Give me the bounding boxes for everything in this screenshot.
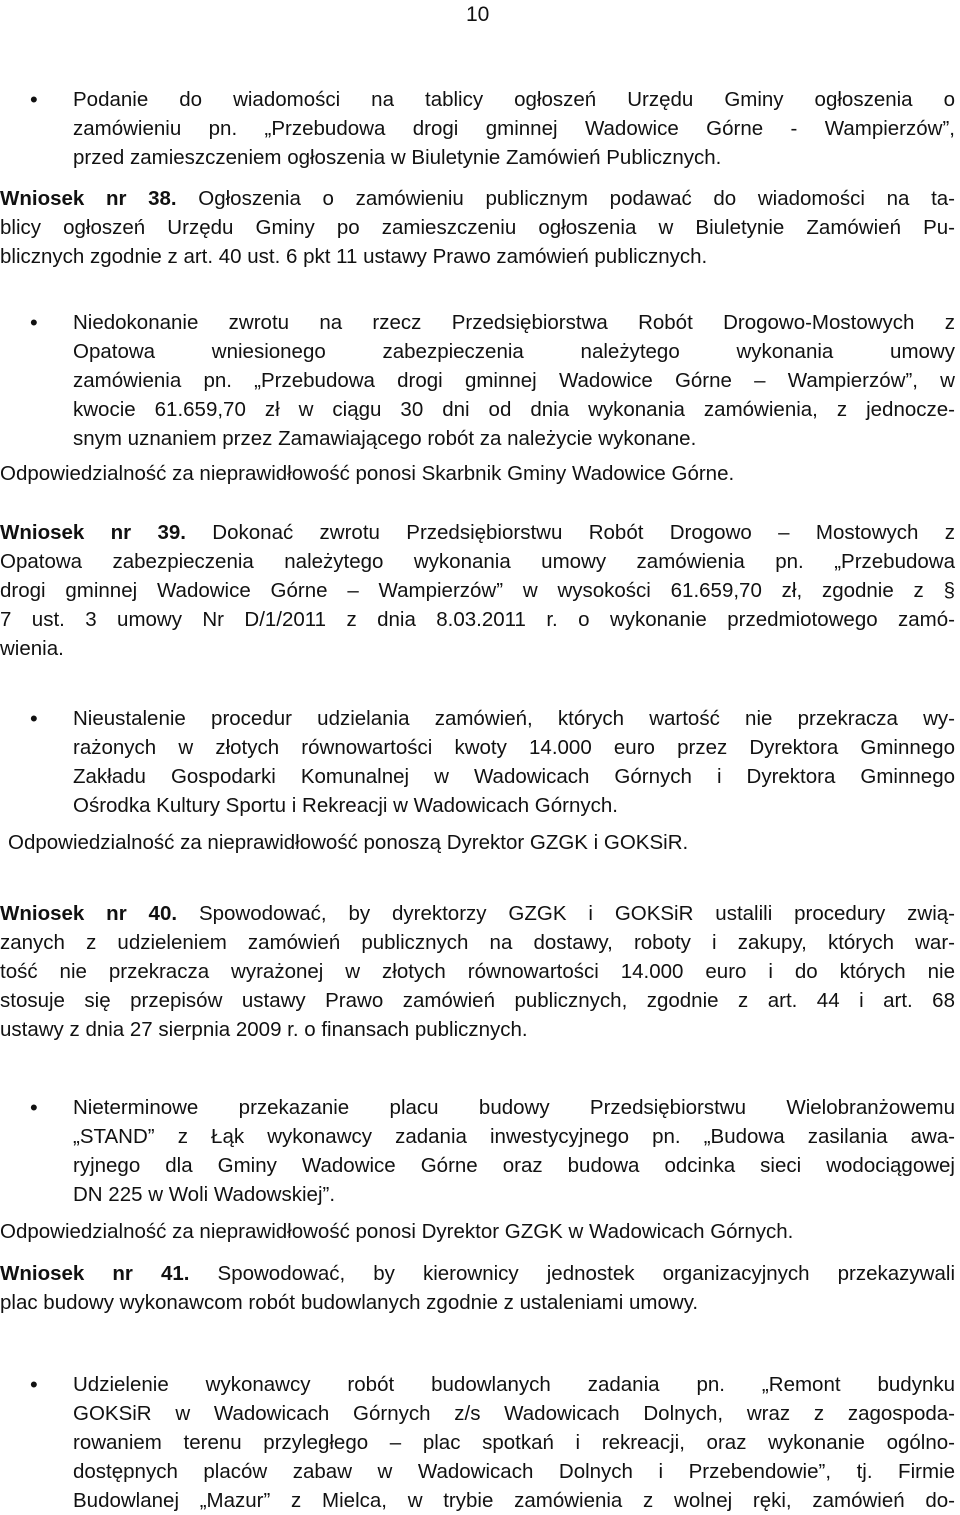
- text-line: rowaniem terenu przyległego – plac spotkań i rekreacji, oraz wykonanie ogólno-: [73, 1431, 955, 1454]
- text-line: Nieterminowe przekazanie placu budowy Przedsiębiorstwu Wielobranżowemu: [73, 1096, 955, 1119]
- text-line: blicy ogłoszeń Urzędu Gminy po zamieszczeniu ogłoszenia w Biuletynie Zamówień Pu-: [0, 216, 955, 239]
- text-line: Podanie do wiadomości na tablicy ogłoszeń Urzędu Gminy ogłoszenia o: [73, 88, 955, 111]
- text-line: ustawy z dnia 27 sierpnia 2009 r. o finansach publicznych.: [0, 1018, 528, 1041]
- bullet-marker: •: [30, 706, 38, 731]
- text-line: zanych z udzieleniem zamówień publicznych na dostawy, roboty i zakupy, których war-: [0, 931, 955, 954]
- recommendation-40: [0, 899, 955, 1044]
- text-line: DN 225 w Woli Wadowskiej”.: [73, 1183, 336, 1206]
- text-line: Opatowa zabezpieczenia należytego wykonania umowy zamówienia pn. „Przebudowa: [0, 550, 955, 573]
- text-line: stosuje się przepisów ustawy Prawo zamówień publicznych, zgodnie z art. 44 i art. 68: [0, 989, 955, 1012]
- recommendation-41: [0, 1259, 955, 1317]
- text-line: plac budowy wykonawcom robót budowlanych zgodnie z ustaleniami umowy.: [0, 1291, 699, 1314]
- finding-3: [73, 704, 955, 820]
- text-line: Ogłoszenia o zamówieniu publicznym podawać do wiadomości na ta-: [176, 187, 955, 210]
- text-line: Dokonać zwrotu Przedsiębiorstwu Robót Drogowo – Mostowych z: [185, 521, 955, 544]
- text-line: przed zamieszczeniem ogłoszenia w Biuletynie Zamówień Publicznych.: [73, 146, 722, 169]
- text-line: GOKSiR w Wadowicach Górnych z/s Wadowicach Dolnych, wraz z zagospoda-: [73, 1402, 955, 1425]
- text-line: Zakładu Gospodarki Komunalnej w Wadowicach Górnych i Dyrektora Gminnego: [73, 765, 955, 788]
- text-line: rażonych w złotych równowartości kwoty 14.000 euro przez Dyrektora Gminnego: [73, 736, 955, 759]
- text-line: wienia.: [0, 637, 64, 660]
- finding-1: [73, 85, 955, 172]
- text-line: „STAND” z Łąk wykonawcy zadania inwestycyjnego pn. „Budowa zasilania awa-: [73, 1125, 955, 1148]
- recommendation-38: [0, 184, 955, 271]
- text-line: 7 ust. 3 umowy Nr D/1/2011 z dnia 8.03.2011 r. o wykonanie przedmiotowego zamó-: [0, 608, 955, 631]
- recommendation-39: [0, 518, 955, 663]
- text-line: Spowodować, by kierownicy jednostek organizacyjnych przekazywali: [189, 1262, 955, 1285]
- text-line: blicznych zgodnie z art. 40 ust. 6 pkt 11 ustawy Prawo zamówień publicznych.: [0, 245, 708, 268]
- text-line: tość nie przekracza wyrażonej w złotych równowartości 14.000 euro i do których nie: [0, 960, 955, 983]
- recommendation-label: Wniosek nr 39.: [0, 521, 186, 544]
- responsibility-note: Odpowiedzialność za nieprawidłowość ponoszą Dyrektor GZGK i GOKSiR.: [8, 831, 689, 854]
- text-line: Udzielenie wykonawcy robót budowlanych zadania pn. „Remont budynku: [73, 1373, 955, 1396]
- text-line: drogi gminnej Wadowice Górne – Wampierzów” w wysokości 61.659,70 zł, zgodnie z §: [0, 579, 955, 602]
- text-line: kwocie 61.659,70 zł w ciągu 30 dni od dnia wykonania zamówienia, z jednocze-: [73, 398, 955, 421]
- text-line: snym uznaniem przez Zamawiającego robót za należycie wykonane.: [73, 427, 697, 450]
- text-line: Niedokonanie zwrotu na rzecz Przedsiębiorstwa Robót Drogowo-Mostowych z: [73, 311, 955, 334]
- bullet-marker: •: [30, 1372, 38, 1397]
- text-line: Budowlanej „Mazur” z Mielca, w trybie zamówienia z wolnej ręki, zamówień do-: [73, 1489, 955, 1512]
- recommendation-label: Wniosek nr 38.: [0, 187, 177, 210]
- recommendation-label: Wniosek nr 41.: [0, 1262, 190, 1285]
- page-number: 10: [466, 3, 490, 26]
- responsibility-note: Odpowiedzialność za nieprawidłowość ponosi Skarbnik Gminy Wadowice Górne.: [0, 462, 735, 485]
- text-line: dostępnych placów zabaw w Wadowicach Dolnych i Przebendowie”, tj. Firmie: [73, 1460, 955, 1483]
- responsibility-note: Odpowiedzialność za nieprawidłowość ponosi Dyrektor GZGK w Wadowicach Górnych.: [0, 1220, 794, 1243]
- finding-5: [73, 1370, 955, 1515]
- finding-2: [73, 308, 955, 453]
- recommendation-label: Wniosek nr 40.: [0, 902, 178, 925]
- bullet-marker: •: [30, 310, 38, 335]
- finding-4: [73, 1093, 955, 1209]
- text-line: Opatowa wniesionego zabezpieczenia należytego wykonania umowy: [73, 340, 955, 363]
- text-line: ryjnego dla Gminy Wadowice Górne oraz budowa odcinka sieci wodociągowej: [73, 1154, 955, 1177]
- bullet-marker: •: [30, 1095, 38, 1120]
- bullet-marker: •: [30, 87, 38, 112]
- text-line: Nieustalenie procedur udzielania zamówień, których wartość nie przekracza wy-: [73, 707, 955, 730]
- text-line: Ośrodka Kultury Sportu i Rekreacji w Wadowicach Górnych.: [73, 794, 618, 817]
- text-line: Spowodować, by dyrektorzy GZGK i GOKSiR ustalili procedury zwią-: [177, 902, 956, 925]
- text-line: zamówieniu pn. „Przebudowa drogi gminnej Wadowice Górne - Wampierzów”,: [73, 117, 955, 140]
- text-line: zamówienia pn. „Przebudowa drogi gminnej Wadowice Górne – Wampierzów”, w: [73, 369, 955, 392]
